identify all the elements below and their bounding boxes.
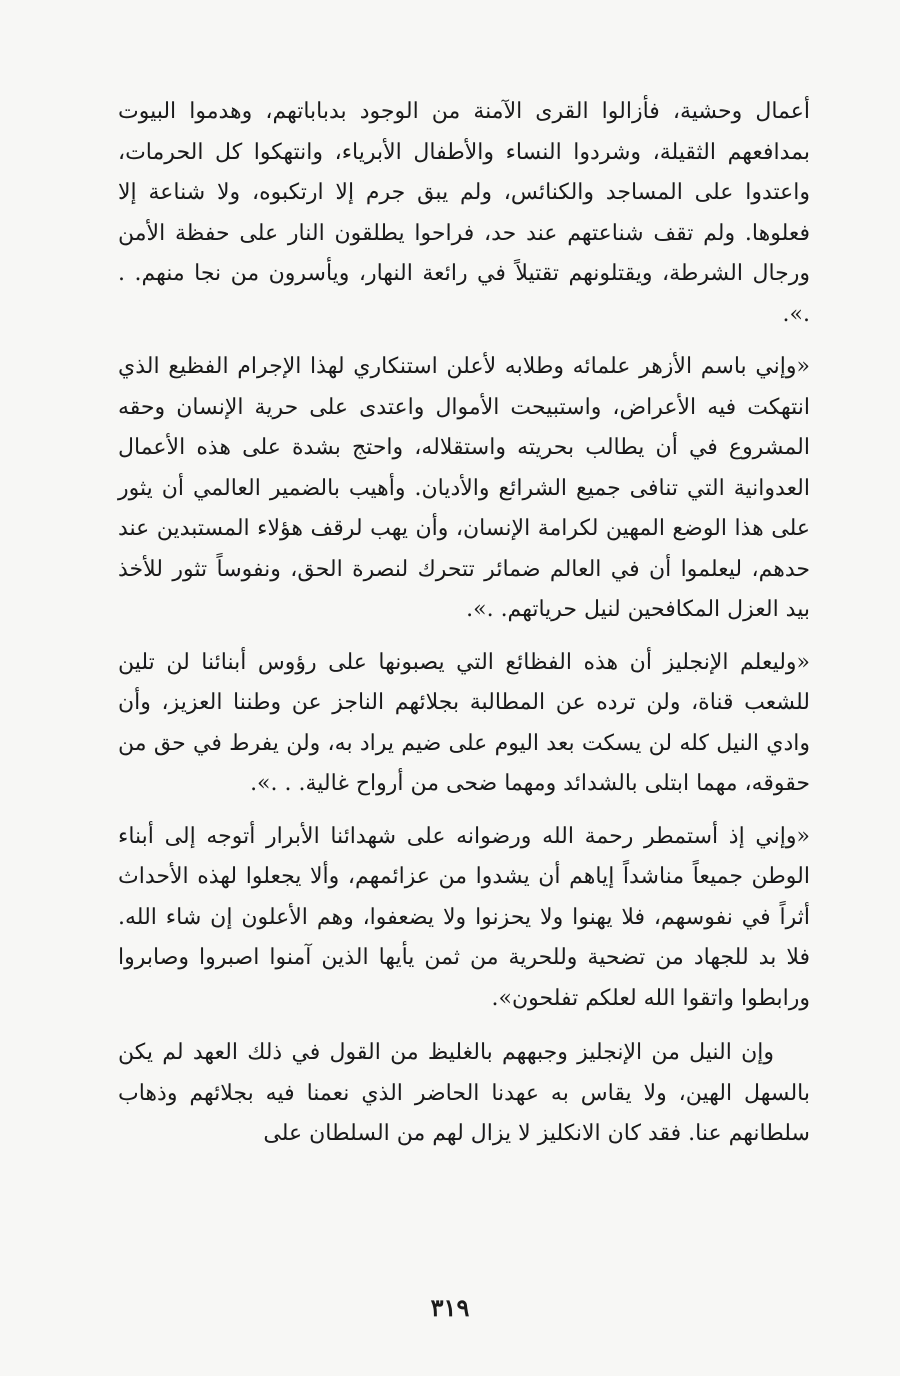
paragraph-1: أعمال وحشية، فأزالوا القرى الآمنة من الوجود بدباباتهم، وهدموا البيوت بمدافعهم الثقيلة، وشردوا النساء والأطفال الأبرياء، وانتهكوا كل الحرمات، واعتدوا على المساجد والكنائس، ولم يبق جرم إلا ارتكبوه، ولا شناعة إلا فعلوها. ولم تقف شناعتهم عند حد، فراحوا يطلقون النار على حفظة الأمن ورجال الشرطة، ويقتلونهم تقتيلاً في رائعة النهار، ويأسرون من نجا منهم. . .». [118, 99, 810, 327]
paragraph-2: «وإني باسم الأزهر علمائه وطلابه لأعلن استنكاري لهذا الإجرام الفظيع الذي انتهكت فيه الأعراض، واستبيحت الأموال واعتدى على حرية الإنسان وحقه المشروع في أن يطالب بحريته واستقلاله، واحتج بشدة على هذه الأعمال العدوانية التي تنافى جميع الشرائع والأديان. وأهيب بالضمير العالمي أن يثور على هذا الوضع المهين لكرامة الإنسان، وأن يهب لرقف هؤلاء المستبدين عند حدهم، ليعلموا أن في العالم ضمائر تتحرك لنصرة الحق، ونفوساً تثور للأخذ بيد العزل المكافحين لنيل حرياتهم. .». [118, 354, 810, 622]
paragraph-4: «وإني إذ أستمطر رحمة الله ورضوانه على شهدائنا الأبرار أتوجه إلى أبناء الوطن جميعاً مناشداً إياهم أن يشدوا من عزائمهم، وألا يجعلوا لهذه الأحداث أثراً في نفوسهم، فلا يهنوا ولا يحزنوا ولا يضعفوا، وهم الأعلون إن شاء الله. فلا بد للجهاد من تضحية وللحرية من ثمن يأيها الذين آمنوا اصبروا وصابروا ورابطوا واتقوا الله لعلكم تفلحون». [118, 823, 810, 1011]
body-text [118, 92, 810, 1155]
paragraph-5: وإن النيل من الإنجليز وجبههم بالغليظ من القول في ذلك العهد لم يكن بالسهل الهين، ولا يقاس به عهدنا الحاضر الذي نعمنا فيه بجلائهم وذهاب سلطانهم عنا. فقد كان الانكليز لا يزال لهم من السلطان على [118, 1040, 810, 1146]
page-number: ٣١٩ [430, 1293, 470, 1322]
paragraph-3: «وليعلم الإنجليز أن هذه الفظائع التي يصبونها على رؤوس أبنائنا لن تلين للشعب قناة، ولن ترده عن المطالبة بجلائهم الناجز عن وطننا العزيز، وأن وادي النيل كله لن يسكت بعد اليوم على ضيم يراد به، ولن يفرط في حق من حقوقه، مهما ابتلى بالشدائد ومهما ضحى من أرواح غالية. . .». [118, 649, 810, 796]
